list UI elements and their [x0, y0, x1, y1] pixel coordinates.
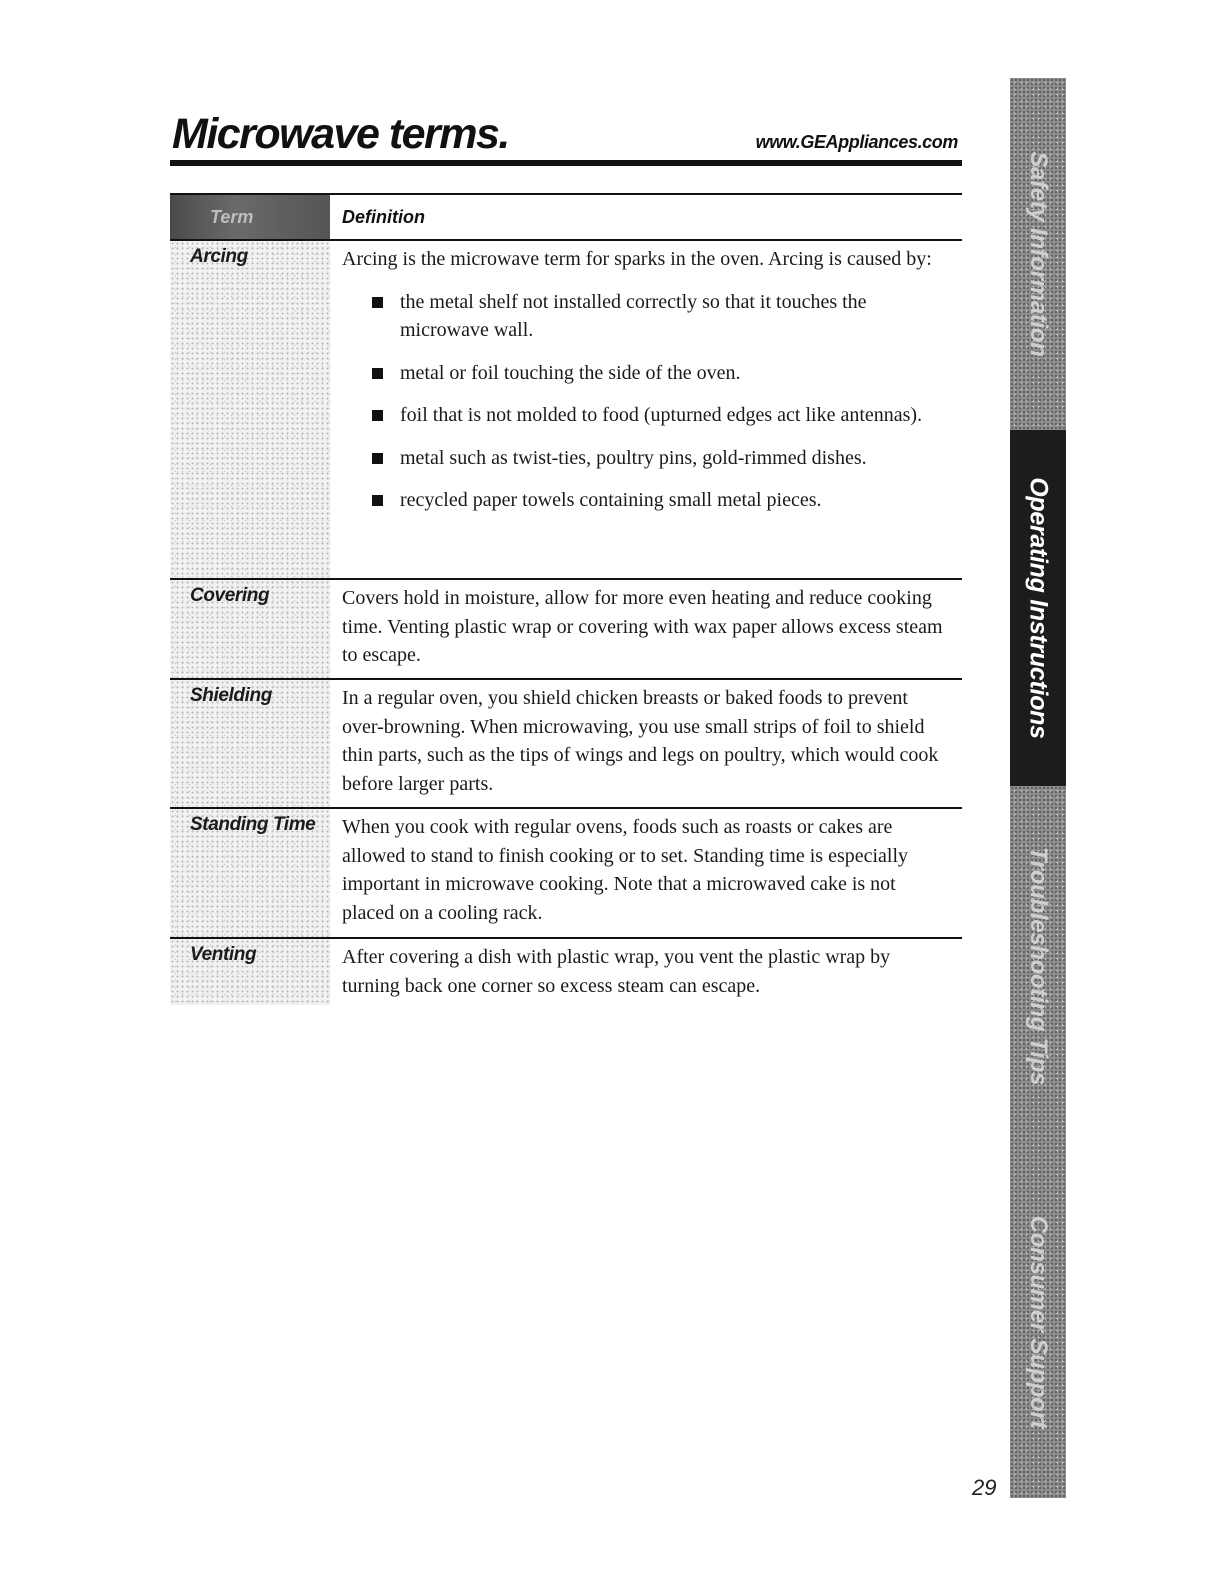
term-column-header: Term: [170, 195, 330, 239]
definition-standing-time: [342, 813, 952, 927]
definition-arcing: [342, 245, 952, 529]
list-item: metal or foil touching the side of the oven.: [370, 359, 952, 388]
page-number: 29: [972, 1475, 997, 1500]
definition-covering: [342, 584, 952, 670]
definition-text: When you cook with regular ovens, foods such as roasts or cakes are allowed to stand to finish cooking or to set. Standing time is especially important in microwave cooking. Note that a microwaved cake is not placed on a cooling rack.: [342, 816, 909, 924]
tab-troubleshooting-tips[interactable]: [1010, 786, 1066, 1146]
table-row-shielding: [170, 680, 962, 809]
term-cell: [170, 580, 330, 678]
tab-label: Operating Instructions: [1024, 477, 1053, 739]
square-bullet-icon: [372, 368, 383, 379]
term-cell: [170, 939, 330, 1005]
term-arcing: Arcing: [190, 246, 248, 267]
definition-column-header: Definition: [342, 207, 425, 227]
page-title: Microwave terms.: [172, 110, 509, 158]
square-bullet-icon: [372, 410, 383, 421]
tab-safety-information[interactable]: [1010, 78, 1066, 430]
term-covering: Covering: [190, 585, 270, 606]
tab-label: Troubleshooting Tips: [1025, 846, 1052, 1086]
definition-text: After covering a dish with plastic wrap, you vent the plastic wrap by turning back one corner so excess steam can escape.: [342, 946, 891, 997]
term-cell: [170, 241, 330, 578]
term-standing-time: Standing Time: [190, 814, 316, 835]
table-row-venting: [170, 939, 962, 1007]
term-cell: [170, 809, 330, 937]
definition-text: Covers hold in moisture, allow for more even heating and reduce cooking time. Venting plastic wrap or covering with wax paper allows excess steam to escape.: [342, 587, 943, 666]
table-row-standing-time: [170, 809, 962, 939]
list-item: the metal shelf not installed correctly so that it touches the microwave wall.: [370, 288, 952, 345]
square-bullet-icon: [372, 453, 383, 464]
header-rule: [170, 160, 962, 166]
term-shielding: Shielding: [190, 685, 272, 706]
definition-text: Arcing is the microwave term for sparks in the oven. Arcing is caused by:: [342, 248, 932, 270]
square-bullet-icon: [372, 495, 383, 506]
definition-text: In a regular oven, you shield chicken breasts or baked foods to prevent over-browning. When microwaving, you use small strips of foil to shield thin parts, such as the tips of wings and legs on poultry, which would cook before larger parts.: [342, 687, 939, 795]
table-row-arcing: [170, 241, 962, 580]
term-venting: Venting: [190, 944, 257, 965]
list-item: recycled paper towels containing small metal pieces.: [370, 486, 952, 515]
tab-consumer-support[interactable]: [1010, 1146, 1066, 1498]
table-row-covering: [170, 580, 962, 680]
tab-operating-instructions[interactable]: [1010, 430, 1066, 786]
page-header: [170, 104, 962, 174]
definition-venting: [342, 943, 952, 1000]
website-url[interactable]: www.GEAppliances.com: [755, 132, 958, 152]
term-cell: [170, 680, 330, 807]
list-item: foil that is not molded to food (upturned edges act like antennas).: [370, 401, 952, 430]
tab-label: Consumer Support: [1025, 1215, 1052, 1429]
table-header-row: [170, 195, 962, 239]
section-tabs: [1010, 78, 1066, 1498]
arcing-causes-list: [342, 288, 952, 515]
square-bullet-icon: [372, 297, 383, 308]
tab-label: Safety Information: [1025, 151, 1052, 357]
list-item: metal such as twist-ties, poultry pins, gold-rimmed dishes.: [370, 444, 952, 473]
definition-shielding: [342, 684, 952, 798]
